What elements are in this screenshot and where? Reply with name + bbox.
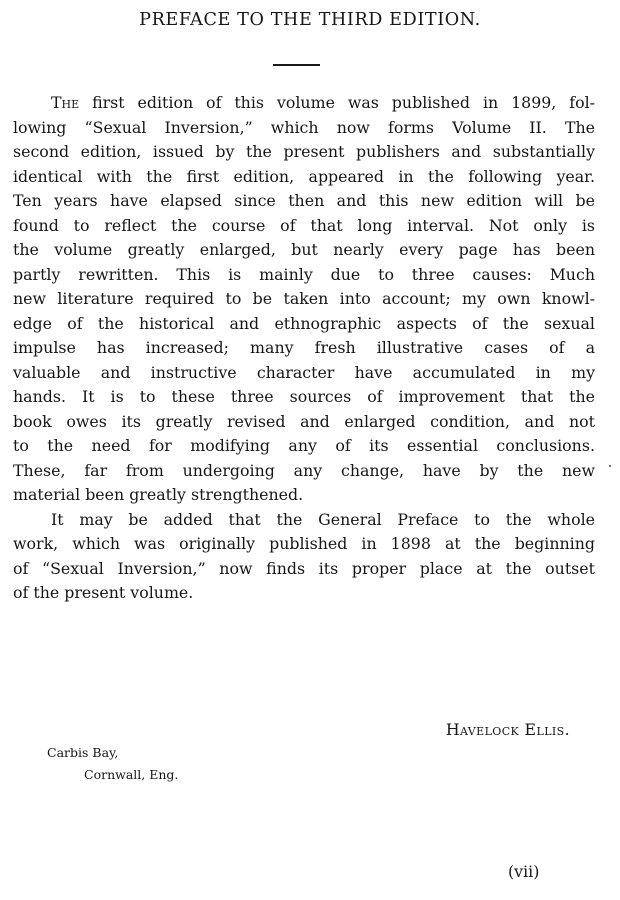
paragraph-1-line-2: lowing “Sexual Inversion,” which now forms Volume II. The bbox=[13, 117, 595, 137]
paragraph-1-line-16: These, far from undergoing any change, have by the new bbox=[13, 460, 595, 480]
paragraph-1-line-12: valuable and instructive character have accumulated in my bbox=[13, 362, 595, 382]
paragraph-1-line-3: second edition, issued by the present publishers and substantially bbox=[13, 142, 595, 161]
paragraph-1-line-15: to the need for modifying any of its essential conclusions. bbox=[13, 436, 595, 455]
paragraph-1-line-11: impulse has increased; many fresh illustrative cases of a bbox=[13, 338, 595, 357]
page-title: PREFACE TO THE THIRD EDITION. bbox=[139, 10, 481, 30]
paragraph-1-line-14: book owes its greatly revised and enlarged condition, and not bbox=[13, 411, 595, 431]
paragraph-1-line-7: the volume greatly enlarged, but nearly every page has been bbox=[13, 240, 595, 259]
author-signature: Havelock Ellis. bbox=[445, 720, 570, 739]
paragraph-2-line-1: It may be added that the General Preface to the whole bbox=[51, 509, 595, 529]
page-number: (vii) bbox=[508, 862, 540, 881]
print-speck bbox=[609, 465, 611, 467]
paragraph-1-line-6: found to reflect the course of that long interval. Not only is bbox=[13, 215, 595, 235]
paragraph-1-line-9: new literature required to be taken into account; my own knowl- bbox=[13, 289, 595, 308]
paragraph-1-line-1-text: first edition of this volume was published in 1899, fol- bbox=[79, 93, 595, 112]
paragraph-1-line-8: partly rewritten. This is mainly due to three causes: Much bbox=[13, 264, 595, 284]
paragraph-1-line-5: Ten years have elapsed since then and this new edition will be bbox=[13, 191, 595, 210]
place-line-2: Cornwall, Eng. bbox=[84, 767, 179, 782]
paragraph-1-line-4: identical with the first edition, appeared in the following year. bbox=[13, 166, 595, 186]
paragraph-1-line-17: material been greatly strengthened. bbox=[13, 485, 304, 504]
paragraph-1-line-13: hands. It is to these three sources of improvement that the bbox=[13, 387, 595, 406]
paragraph-2-line-4: of the present volume. bbox=[13, 583, 194, 602]
title-rule bbox=[273, 64, 320, 66]
paragraph-1-line-1 bbox=[13, 91, 595, 116]
preface-body bbox=[13, 91, 595, 606]
paragraph-2-line-2: work, which was originally published in 1898 at the beginning bbox=[13, 534, 595, 553]
place-line-1: Carbis Bay, bbox=[47, 745, 119, 760]
opening-word: The bbox=[51, 93, 80, 112]
paragraph-2-line-3: of “Sexual Inversion,” now finds its proper place at the outset bbox=[13, 558, 595, 578]
paragraph-1-line-10: edge of the historical and ethnographic aspects of the sexual bbox=[13, 313, 595, 333]
